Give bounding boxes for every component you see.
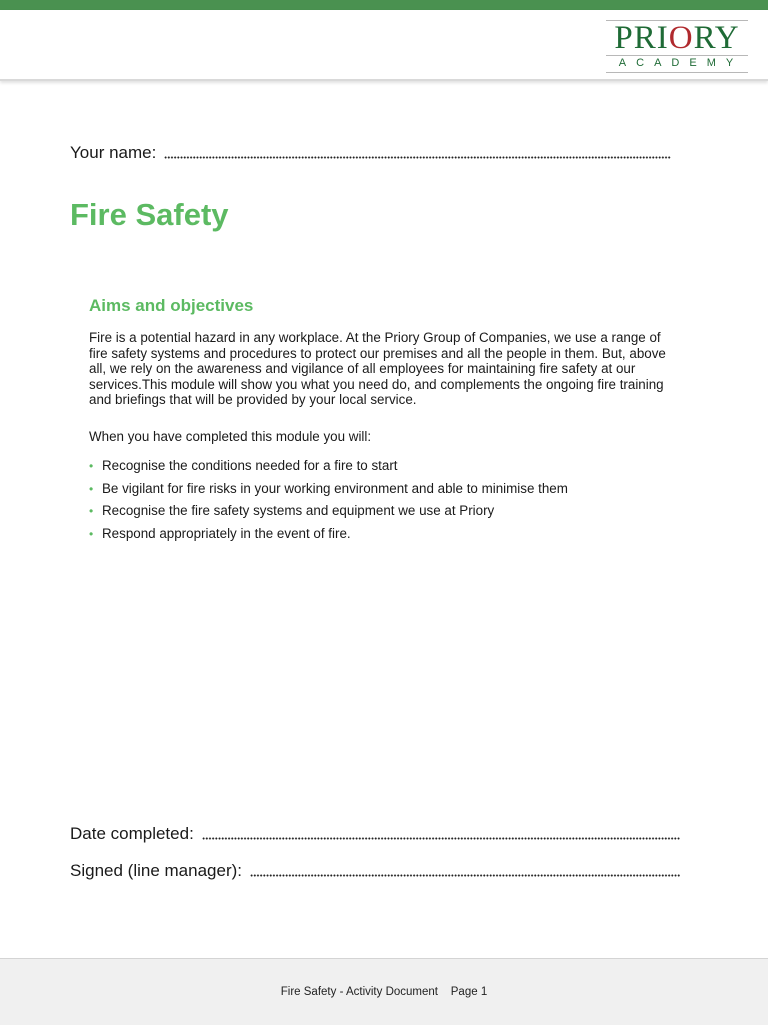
signed-line-manager-label: Signed (line manager): bbox=[70, 861, 242, 880]
logo-name-part1: PRI bbox=[614, 20, 669, 56]
your-name-dotted-line[interactable] bbox=[164, 156, 671, 159]
bullet-icon: • bbox=[89, 481, 94, 496]
objective-text: Be vigilant for fire risks in your working environment and able to minimise them bbox=[102, 480, 568, 496]
list-item bbox=[89, 458, 568, 481]
page-footer bbox=[0, 958, 768, 1025]
date-completed-field[interactable] bbox=[70, 824, 680, 844]
objective-text: Recognise the conditions needed for a fire to start bbox=[102, 458, 398, 473]
logo-wordmark bbox=[606, 21, 748, 55]
date-completed-dotted-line[interactable] bbox=[202, 837, 680, 840]
list-item bbox=[89, 503, 568, 526]
logo-bottom-rule bbox=[606, 72, 748, 73]
list-item bbox=[89, 481, 568, 504]
list-item bbox=[89, 526, 568, 549]
footer-document-name: Fire Safety - Activity Document bbox=[280, 986, 438, 998]
signed-line-manager-field[interactable] bbox=[70, 861, 680, 881]
objectives-list bbox=[89, 458, 568, 548]
section-heading: Aims and objectives bbox=[89, 296, 254, 315]
date-completed-label: Date completed: bbox=[70, 824, 194, 843]
bullet-icon: • bbox=[89, 504, 94, 519]
bullet-icon: • bbox=[89, 459, 94, 473]
footer-page-number: Page 1 bbox=[450, 986, 488, 998]
logo-name-accent: O bbox=[668, 20, 694, 56]
your-name-label: Your name: bbox=[70, 143, 157, 162]
header-color-bar bbox=[0, 0, 768, 10]
document-title: Fire Safety bbox=[70, 197, 229, 232]
logo-subtitle: ACADEMY bbox=[618, 57, 744, 69]
footer-text bbox=[0, 986, 768, 998]
bullet-icon: • bbox=[89, 526, 94, 541]
signed-line-manager-dotted-line[interactable] bbox=[250, 874, 680, 877]
objective-text: Respond appropriately in the event of fire. bbox=[102, 525, 351, 541]
logo-name-part2: RY bbox=[693, 20, 740, 56]
objective-text: Recognise the fire safety systems and equipment we use at Priory bbox=[102, 503, 495, 519]
priory-academy-logo bbox=[606, 20, 748, 73]
your-name-field[interactable] bbox=[70, 143, 677, 163]
intro-paragraph: Fire is a potential hazard in any workplace. At the Priory Group of Companies, we use a range of fire safety systems and procedures to protect our premises and all the people in them. But, above all, we rely on the awareness and vigilance of all employees for maintaining fire safety at our services.This module will show you what you need do, and complements the ongoing fire training and briefings that will be provided by your local service. bbox=[89, 330, 666, 408]
objectives-lead: When you have completed this module you will: bbox=[89, 429, 372, 444]
page-header bbox=[0, 10, 768, 81]
